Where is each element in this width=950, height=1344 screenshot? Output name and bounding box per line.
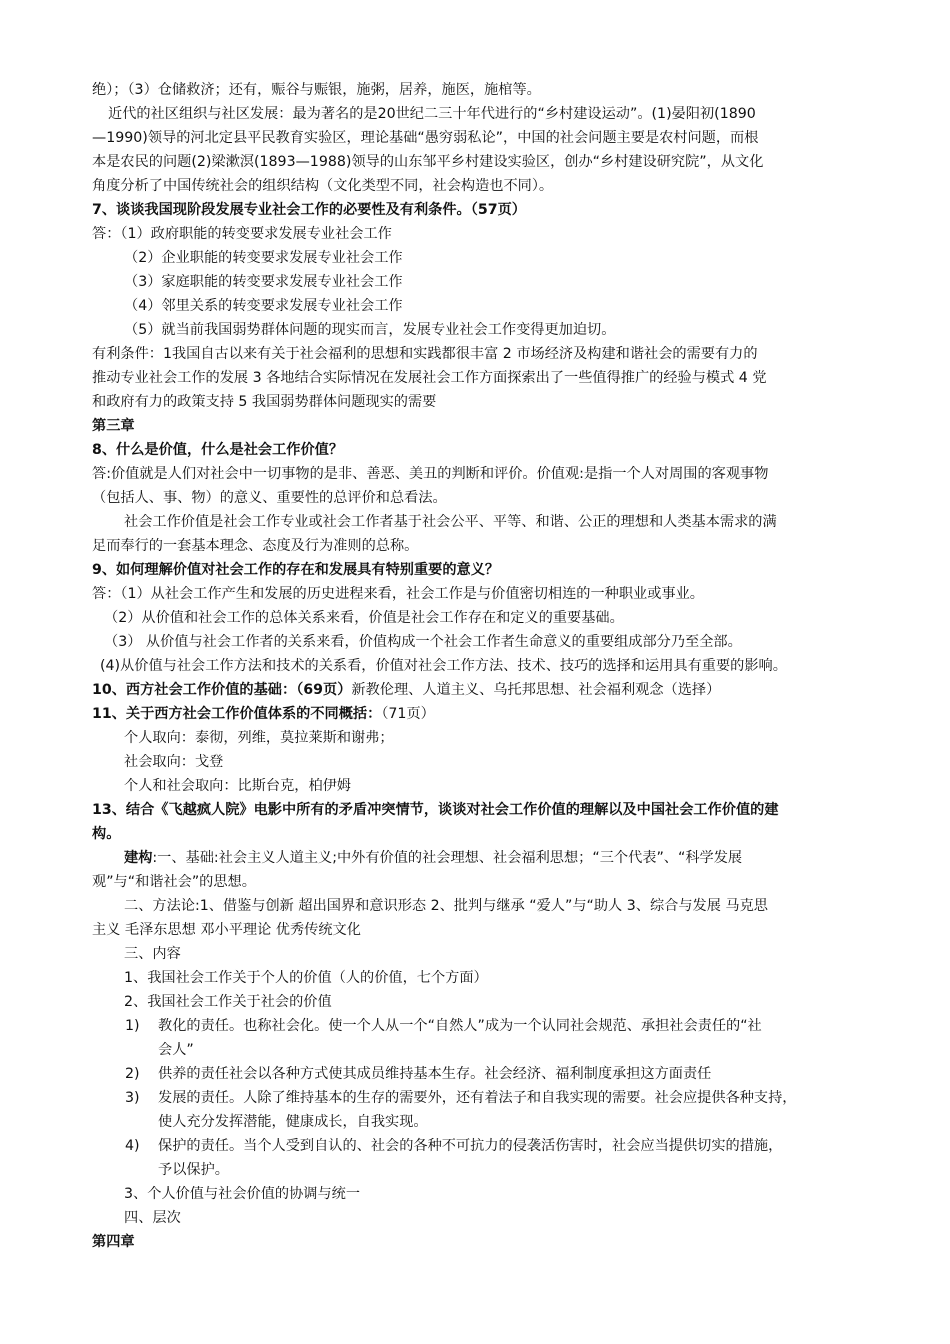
question-heading: 构。 [92,826,121,842]
answer-line: （2）从价值和社会工作的总体关系来看，价值是社会工作存在和定义的重要基础。 [104,610,624,626]
question-heading: 13、结合《飞越疯人院》电影中所有的矛盾冲突情节，谈谈对社会工作价值的理解以及中国社会工作价值的建 [92,802,779,818]
answer-line: （包括人、事、物）的意义、重要性的总评价和总看法。 [92,490,447,506]
list-item: 保护的责任。当个人受到自认的、社会的各种不可抗力的侵袭活伤害时，社会应当提供切实的措施， [158,1138,783,1154]
text-line: —1990)领导的河北定县平民教育实验区，理论基础“愚穷弱私论”，中国的社会问题主要是农村问题，而根 [92,130,759,146]
answer-line: 观”与“和谐社会”的思想。 [92,874,256,890]
answer-line: 三、内容 [124,946,181,962]
question-line [92,678,892,702]
text-line: 和政府有力的政策支持 5 我国弱势群体问题现实的需要 [92,394,437,410]
text-line: 本是农民的问题(2)梁漱溟(1893—1988)领导的山东邹平乡村建设实验区，创办“乡村建设研究院”，从文化 [92,154,764,170]
answer-line: 主义 毛泽东思想 邓小平理论 优秀传统文化 [92,922,361,938]
answer-line: 二、方法论:1、借鉴与创新 超出国界和意识形态 2、批判与继承 “爱人”与“助人 3、综合与发展 马克思 [124,898,768,914]
answer-line: 社会取向：戈登 [124,754,224,770]
page-reference: （71页） [381,706,435,722]
list-item: 使人充分发挥潜能，健康成长，自我实现。 [158,1114,428,1130]
list-item: 供养的责任社会以各种方式使其成员维持基本生存。社会经济、福利制度承担这方面责任 [158,1066,712,1082]
answer-line: 四、层次 [124,1210,181,1226]
answer-line [124,846,924,870]
question-heading: 8、什么是价值，什么是社会工作价值？ [92,442,344,458]
answer-text: :一、基础:社会主义人道主义;中外有价值的社会理想、社会福利思想；“三个代表”、“科学发展 [152,850,743,866]
text-line: 角度分析了中国传统社会的组织结构（文化类型不同，社会构造也不同）。 [92,178,554,194]
answer-line: 个人和社会取向：比斯台克，柏伊姆 [124,778,352,794]
list-item: 会人” [158,1042,194,1058]
answer-line: 2、我国社会工作关于社会的价值 [124,994,332,1010]
answer-line: 1、我国社会工作关于个人的价值（人的价值，七个方面） [124,970,488,986]
question-line [92,702,892,726]
section-label: 建构 [124,850,153,866]
list-item: 予以保护。 [158,1162,229,1178]
answer-line: （4）邻里关系的转变要求发展专业社会工作 [124,298,403,314]
list-item: 教化的责任。也称社会化。使一个人从一个“自然人”成为一个认同社会规范、承担社会责任的“社 [158,1018,762,1034]
question-heading: 9、如何理解价值对社会工作的存在和发展具有特别重要的意义？ [92,562,500,578]
list-marker: 3) [125,1090,140,1106]
answer-line: (4)从价值与社会工作方法和技术的关系看，价值对社会工作方法、技术、技巧的选择和运用具有重要的影响。 [100,658,787,674]
answer-line: 3、个人价值与社会价值的协调与统一 [124,1186,361,1202]
answer-line: 答：（1）政府职能的转变要求发展专业社会工作 [92,226,392,242]
text-line: 社会工作价值是社会工作专业或社会工作者基于社会公平、平等、和谐、公正的理想和人类基本需求的满 [124,514,777,530]
question-heading: 10、西方社会工作价值的基础：（69页） [92,682,352,698]
chapter-heading: 第三章 [92,418,135,434]
text-line: 绝）；（3）仓储救济；还有，赈谷与赈银，施粥，居养，施医，施棺等。 [92,82,541,98]
answer-line: 个人取向：泰彻，列维，莫拉莱斯和谢弗； [124,730,394,746]
answer-line: （5）就当前我国弱势群体问题的现实而言，发展专业社会工作变得更加迫切。 [124,322,616,338]
answer-text: 新教伦理、人道主义、乌托邦思想、社会福利观念（选择） [351,682,721,698]
text-line: 足而奉行的一套基本理念、态度及行为准则的总称。 [92,538,419,554]
text-line: 推动专业社会工作的发展 3 各地结合实际情况在发展社会工作方面探索出了一些值得推广的经验与模式 4 党 [92,370,767,386]
answer-line: 答:价值就是人们对社会中一切事物的是非、善恶、美丑的判断和评价。价值观:是指一个人对周围的客观事物 [92,466,769,482]
text-line: 有利条件：1我国自古以来有关于社会福利的思想和实践都很丰富 2 市场经济及构建和谐社会的需要有力的 [92,346,758,362]
answer-line: 答：（1）从社会工作产生和发展的历史进程来看，社会工作是与价值密切相连的一种职业或事业。 [92,586,704,602]
text-line: 近代的社区组织与社区发展：最为著名的是20世纪二三十年代进行的“乡村建设运动”。(1)晏阳初(1890 [108,106,756,122]
answer-line: （2）企业职能的转变要求发展专业社会工作 [124,250,403,266]
list-marker: 4) [125,1138,140,1154]
question-heading: 7、谈谈我国现阶段发展专业社会工作的必要性及有利条件。（57页） [92,202,526,218]
question-heading: 11、关于西方社会工作价值体系的不同概括： [92,706,382,722]
answer-line: （3）家庭职能的转变要求发展专业社会工作 [124,274,403,290]
answer-line: （3） 从价值与社会工作者的关系来看，价值构成一个社会工作者生命意义的重要组成部分乃至全部。 [104,634,742,650]
list-item: 发展的责任。人除了维持基本的生存的需要外，还有着法子和自我实现的需要。社会应提供各种支持， [158,1090,797,1106]
list-marker: 2) [125,1066,140,1082]
chapter-heading: 第四章 [92,1234,135,1250]
list-marker: 1) [125,1018,140,1034]
